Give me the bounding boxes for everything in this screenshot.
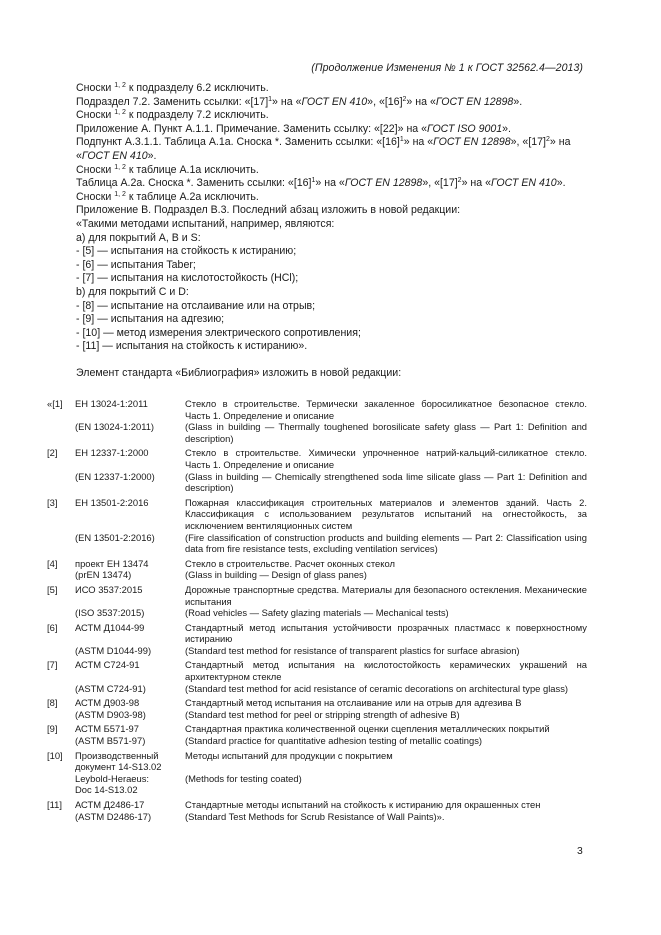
- amendment-line: Приложение В. Подраздел В.3. Последний абзац изложить в новой редакции:: [76, 204, 461, 217]
- bibliography-entry: [47, 723, 587, 746]
- entry-number: [7]: [47, 659, 58, 671]
- entry-code: АСТМ Д1044-99: [75, 621, 145, 633]
- entry-code: ЕН 13024-1:2011: [75, 398, 148, 409]
- entry-number: [47, 421, 75, 444]
- bibliography-entry: [47, 558, 587, 581]
- amendment-line: Приложение А. Пункт А.1.1. Примечание. Заменить ссылку: «[22]» на «ГОСТ ISO 9001».: [76, 122, 511, 135]
- amendment-line: Сноски $^{1, 2}$ к таблице А.1а исключить.: [76, 163, 259, 176]
- entry-code: (ASTM C724-91): [75, 682, 146, 694]
- methods-line: b) для покрытий С и D:: [76, 285, 189, 298]
- entry-title: Стандартная практика количественной оценки сцепления металлических покрытий (Standard practice for quantitative adhesion testing of metallic coatings): [185, 723, 550, 747]
- spacer: [47, 354, 585, 367]
- methods-line: - [10] — метод измерения электрического сопротивления;: [76, 326, 361, 339]
- entry-title: Стекло в строительстве. Термически закаленное боросиликатное безопасное стекло. Часть 1. Определение и описание: [185, 398, 587, 421]
- bibliography-entry: [47, 697, 587, 720]
- amendment-line: Сноски $^{1, 2}$ к подразделу 6.2 исключить.: [76, 82, 269, 94]
- methods-line: - [7] — испытания на кислотостойкость (HCl);: [76, 272, 299, 285]
- bibliography-entry: [47, 398, 587, 421]
- entry-title: (Road vehicles — Safety glazing materials — Mechanical tests): [185, 607, 449, 619]
- methods-line: - [8] — испытание на отслаивание или на отрыв;: [76, 299, 316, 312]
- bibliography-entry: [47, 497, 587, 532]
- methods-line: - [6] — испытания Taber;: [76, 258, 196, 271]
- amendment-line: Сноски $^{1, 2}$ к подразделу 7.2 исключить.: [76, 109, 269, 122]
- bibliography-list: [47, 398, 587, 825]
- bibliography-entry: [47, 683, 587, 695]
- entry-title: (Fire classification of construction products and building elements — Part 2: Classification using data from fire resistance tests, excluding ventilation services): [185, 531, 587, 555]
- entry-code: проект ЕН 13474 (prEN 13474): [75, 557, 149, 581]
- entry-number: [47, 532, 75, 555]
- entry-title: (Glass in building — Thermally toughened borosilicate safety glass — Part 1: Definition and description): [185, 421, 587, 444]
- entry-number: [4]: [47, 557, 58, 569]
- bibliography-entry: [47, 607, 587, 619]
- entry-code: АСТМ Д903-98 (ASTM D903-98): [75, 697, 146, 720]
- entry-title: Стандартный метод испытания на кислотостойкость керамических украшений на архитектурном стекле: [185, 659, 587, 683]
- amendment-line: Подраздел 7.2. Заменить ссылки: «$[17]^1$» на «ГОСТ EN 410», «$[16]^2$» на «ГОСТ EN 12898».: [76, 95, 523, 108]
- methods-line: «Такими методами испытаний, например, являются:: [76, 217, 335, 230]
- entry-code: АСТМ С724-91: [75, 659, 140, 671]
- entry-number: [47, 645, 75, 657]
- amendment-body: [47, 82, 585, 380]
- entry-number: [47, 683, 75, 695]
- bibliography-entry: [47, 645, 587, 657]
- entry-code: ЕН 13501-2:2016: [75, 496, 149, 508]
- methods-line: а) для покрытий А, В и S:: [76, 231, 201, 244]
- bibliography-entry: [47, 773, 587, 796]
- bibliography-entry: [47, 799, 587, 822]
- entry-title: Стекло в строительстве. Расчет оконных стекол (Glass in building — Design of glass panes): [185, 557, 395, 581]
- amendment-line: Сноски $^{1, 2}$ к таблице А.2а исключить.: [76, 190, 259, 203]
- amendment-line: Подпункт А.3.1.1. Таблица А.1а. Сноска *. Заменить ссылки: «$[16]^1$» на «ГОСТ EN 12898», «$[17]^2$» на «ГОСТ EN 410».: [76, 136, 571, 162]
- entry-number: [47, 773, 75, 796]
- bibliography-entry: [47, 584, 587, 607]
- page-header: (Продолжение Изменения № 1 к ГОСТ 32562.4—2013): [311, 62, 583, 74]
- entry-title: (Standard test method for resistance of transparent plastics for surface abrasion): [185, 644, 520, 656]
- bibliography-entry: [47, 622, 587, 645]
- entry-title: Пожарная классификация строительных материалов и элементов зданий. Часть 2. Классификация с использованием результатов испытаний на огнестойкость, за исключением вентиляционных систем: [185, 496, 587, 531]
- entry-code: Производственный документ 14-S13.02: [75, 749, 162, 773]
- amendment-line: Таблица А.2а. Сноска *. Заменить ссылки: «$[16]^1$» на «ГОСТ EN 12898», «$[17]^2$» на «ГОСТ EN 410».: [76, 177, 566, 190]
- bibliography-entry: [47, 447, 587, 470]
- bibliography-intro: Элемент стандарта «Библиография» изложить в новой редакции:: [76, 366, 402, 379]
- methods-line: - [5] — испытания на стойкость к истиранию;: [76, 245, 297, 258]
- entry-title: Стандартные методы испытаний на стойкость к истиранию для окрашенных стен (Standard Test Methods for Scrub Resistance of Wall Paints)».: [185, 799, 541, 822]
- entry-title: (Glass in building — Chemically strengthened soda lime silicate glass — Part 1: Definition and description): [185, 470, 587, 494]
- methods-line: - [9] — испытания на адгезию;: [76, 313, 225, 326]
- entry-title: Стандартный метод испытания устойчивости прозрачных пластмасс к поверхностному истиранию: [185, 621, 587, 645]
- entry-code: ИСО 3537:2015: [75, 583, 143, 595]
- entry-number: [10]: [47, 749, 63, 761]
- entry-number: [9]: [47, 723, 58, 735]
- entry-number: [6]: [47, 621, 58, 633]
- entry-title: (Standard test method for acid resistance of ceramic decorations on architectural type glass): [185, 682, 568, 694]
- entry-number: «[1]: [47, 398, 63, 409]
- entry-number: [47, 607, 75, 619]
- bibliography-entry: [47, 659, 587, 682]
- entry-title: Дорожные транспортные средства. Материалы для безопасного остекления. Механические испытания: [185, 583, 587, 607]
- bibliography-entry: [47, 421, 587, 444]
- bibliography-entry: [47, 532, 587, 555]
- entry-code: (EN 12337-1:2000): [75, 470, 155, 482]
- methods-line: - [11] — испытания на стойкость к истиранию».: [76, 340, 308, 353]
- page-number: 3: [577, 846, 583, 857]
- entry-code: (ISO 3537:2015): [75, 607, 145, 619]
- entry-code: Leybold-Heraeus: Doc 14-S13.02: [75, 772, 150, 796]
- entry-number: [8]: [47, 697, 58, 709]
- entry-code: АСТМ Д2486-17 (ASTM D2486-17): [75, 799, 152, 822]
- entry-title: (Methods for testing coated): [185, 772, 302, 784]
- bibliography-entry: [47, 750, 587, 773]
- entry-number: [3]: [47, 496, 58, 508]
- entry-number: [11]: [47, 799, 62, 810]
- entry-title: Методы испытаний для продукции с покрытием: [185, 749, 393, 761]
- entry-code: АСТМ Б571-97 (ASTM B571-97): [75, 723, 146, 747]
- entry-number: [5]: [47, 583, 58, 595]
- entry-title: Стандартный метод испытания на отслаивание или на отрыв для адгезива В (Standard test method for peel or stripping strength of adhesive B): [185, 697, 522, 720]
- entry-number: [2]: [47, 447, 58, 459]
- entry-title: Стекло в строительстве. Химически упрочненное натрий-кальций-силикатное стекло. Часть 1. Определение и описание: [185, 447, 587, 470]
- bibliography-entry: [47, 471, 587, 494]
- entry-code: (EN 13501-2:2016): [75, 531, 155, 543]
- entry-code: (EN 13024-1:2011): [75, 421, 155, 433]
- entry-number: [47, 471, 75, 494]
- entry-code: ЕН 12337-1:2000: [75, 447, 149, 459]
- entry-code: (ASTM D1044-99): [75, 644, 152, 656]
